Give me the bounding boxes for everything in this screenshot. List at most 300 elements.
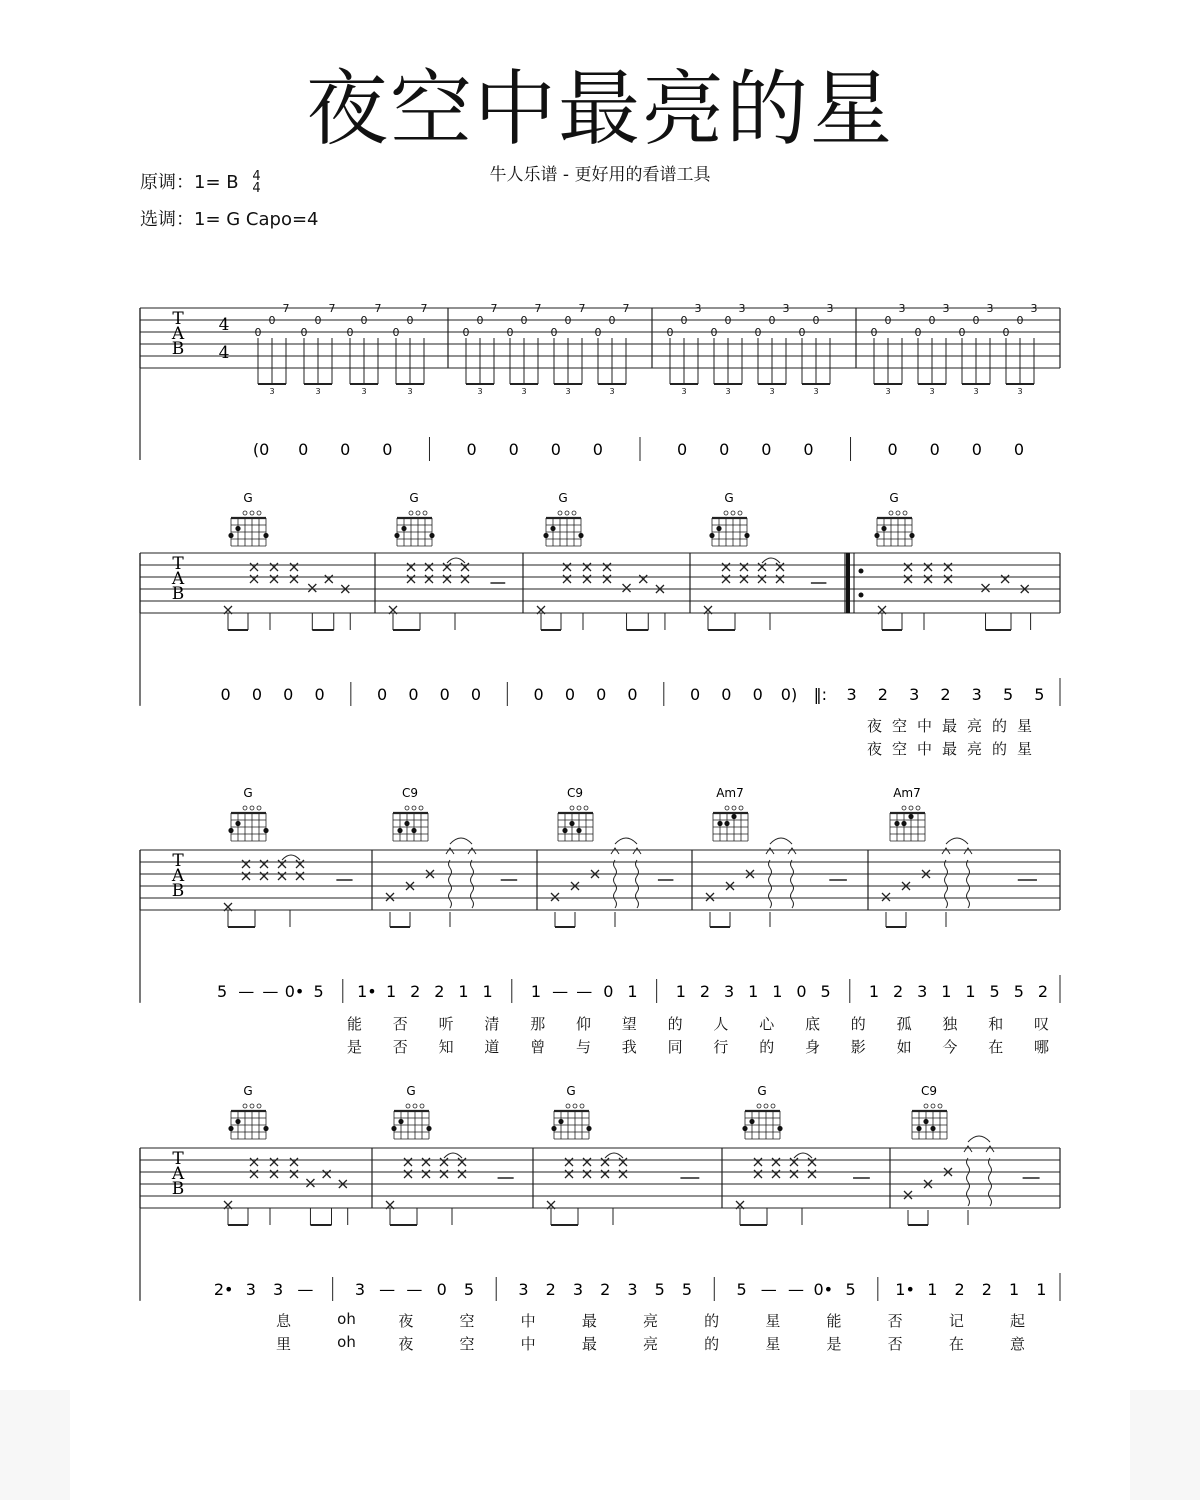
jianpu-note: 1 <box>1036 1280 1047 1299</box>
fret-number: 0 <box>608 314 616 327</box>
lyric-syllable: 亮 <box>643 1312 659 1330</box>
jianpu-note: 2 <box>954 1280 965 1299</box>
open-string-mark <box>903 511 907 515</box>
jianpu-note: 5 <box>1034 685 1045 704</box>
lyric-syllable: 最 <box>942 717 958 735</box>
finger-dot <box>391 1126 396 1131</box>
lyric-syllable: 仰 <box>576 1015 592 1033</box>
jianpu-note: 5 <box>1002 685 1014 704</box>
chord-diagram <box>394 491 434 546</box>
open-string-mark <box>250 1104 254 1108</box>
jianpu-note: 5 <box>313 982 324 1001</box>
strum-x <box>706 893 714 901</box>
strum-x <box>924 563 932 571</box>
rolled-chord <box>614 860 617 908</box>
finger-dot <box>709 533 714 538</box>
open-string-mark <box>584 806 588 810</box>
open-string-mark <box>257 511 261 515</box>
jianpu-note: 0 <box>796 982 807 1001</box>
finger-dot <box>263 1126 268 1131</box>
rolled-chord <box>636 860 639 908</box>
jianpu-note: 0 <box>251 685 263 704</box>
lyric-syllable: 中 <box>520 1335 536 1353</box>
chord-diagram <box>890 786 925 841</box>
lyric-syllable: 我 <box>621 1038 637 1056</box>
lyric-syllable: 起 <box>1010 1312 1026 1330</box>
lyric-syllable: 的 <box>992 740 1008 758</box>
fret-number: 3 <box>942 302 950 315</box>
jianpu-note: 5 <box>463 1280 475 1299</box>
strum-x <box>270 1170 278 1178</box>
original-key-label: 原调：1= B <box>140 172 239 193</box>
fret-number: 3 <box>986 302 994 315</box>
open-string-mark <box>771 1104 775 1108</box>
chord-name: G <box>558 491 568 505</box>
triplet-mark: 3 <box>973 387 979 396</box>
strum-x <box>242 872 250 880</box>
fret-number: 7 <box>374 302 382 315</box>
jianpu-note: — <box>576 982 593 1001</box>
jianpu-note: 0 <box>470 685 482 704</box>
lyric-syllable: 最 <box>942 740 958 758</box>
strum-x <box>440 1170 448 1178</box>
finger-dot <box>543 533 548 538</box>
scan-edge-left <box>0 1390 70 1500</box>
strum-x <box>422 1170 430 1178</box>
lyric-syllable: 清 <box>484 1015 500 1033</box>
triplet-mark: 3 <box>521 387 527 396</box>
arpeggio-arrow <box>986 1146 994 1152</box>
finger-dot <box>724 821 729 826</box>
finger-dot <box>411 828 416 833</box>
tab-clef-t: T <box>172 554 184 574</box>
jianpu-note: 2 <box>600 1280 611 1299</box>
scan-edge-right <box>1130 1390 1200 1500</box>
jianpu-note: 0 <box>689 685 701 704</box>
jianpu-note: 0 <box>677 440 688 459</box>
open-string-mark <box>566 1104 570 1108</box>
strum-x <box>290 575 298 583</box>
fret-number: 0 <box>754 326 762 339</box>
jianpu-line <box>217 979 1048 1003</box>
lyric-syllable: 今 <box>942 1038 958 1056</box>
strum-x <box>440 1158 448 1166</box>
strum-x <box>296 860 304 868</box>
fret-number: 3 <box>738 302 746 315</box>
jianpu-note: 3 <box>917 982 928 1001</box>
finger-dot <box>550 526 555 531</box>
lyric-syllable: 望 <box>621 1015 637 1033</box>
time-signature: 4 4 <box>252 169 261 196</box>
fret-number: 0 <box>564 314 572 327</box>
open-string-mark <box>409 511 413 515</box>
strum-x <box>250 563 258 571</box>
lyric-syllable: 记 <box>948 1312 964 1330</box>
jianpu-note: 2 <box>545 1280 556 1299</box>
jianpu-note: 0 <box>533 685 544 704</box>
strum-x <box>904 563 912 571</box>
triplet-mark: 3 <box>407 387 413 396</box>
jianpu-note: 2 <box>981 1280 992 1299</box>
strum-x <box>242 860 250 868</box>
open-string-mark <box>724 511 728 515</box>
jianpu-note: 5 <box>654 1280 665 1299</box>
finger-dot <box>749 1119 754 1124</box>
chord-name: G <box>406 1084 416 1098</box>
rolled-chord <box>769 860 772 908</box>
fret-number: 0 <box>594 326 602 339</box>
lyric-syllable: 的 <box>704 1312 720 1330</box>
finger-dot <box>562 828 567 833</box>
lyric-syllable: 知 <box>438 1038 454 1056</box>
lyric-syllable: 亮 <box>967 717 983 735</box>
jianpu-note: 0 <box>340 440 351 459</box>
jianpu-line <box>253 437 1024 461</box>
fret-number: 0 <box>666 326 674 339</box>
jianpu-line <box>221 682 1045 706</box>
tie-arc <box>447 558 465 563</box>
lyric-syllable: 和 <box>988 1015 1004 1033</box>
jianpu-note: 2• <box>213 1280 234 1299</box>
rolled-chord <box>989 1158 992 1206</box>
strum-x <box>722 575 730 583</box>
finger-dot <box>908 814 913 819</box>
triplet-mark: 3 <box>725 387 731 396</box>
strum-x <box>740 563 748 571</box>
lyric-syllable: 能 <box>347 1015 363 1033</box>
finger-dot <box>401 526 406 531</box>
jianpu-note: 2 <box>1037 982 1049 1001</box>
jianpu-note: 0 <box>564 685 576 704</box>
lyric-syllable: 叹 <box>1034 1015 1050 1033</box>
strum-x <box>458 1170 466 1178</box>
strum-x <box>603 563 611 571</box>
strum-x <box>563 563 571 571</box>
jianpu-note: 3 <box>354 1280 366 1299</box>
arpeggio-arrow <box>611 848 619 854</box>
lyric-syllable: 中 <box>917 717 933 735</box>
strum-x <box>422 1158 430 1166</box>
open-string-mark <box>764 1104 768 1108</box>
jianpu-note: 3 <box>273 1280 284 1299</box>
fret-number: 0 <box>550 326 558 339</box>
triplet-mark: 3 <box>609 387 615 396</box>
open-string-mark <box>902 806 906 810</box>
jianpu-note: 0 <box>761 440 772 459</box>
tie-arc <box>968 1136 990 1142</box>
open-string-mark <box>572 511 576 515</box>
jianpu-note: 0 <box>283 685 294 704</box>
jianpu-note: 5 <box>681 1280 693 1299</box>
fret-number: 0 <box>958 326 966 339</box>
jianpu-note: — <box>788 1280 805 1299</box>
strum-x <box>407 563 415 571</box>
chord-diagram <box>393 786 428 841</box>
open-string-mark <box>250 511 254 515</box>
strum-x <box>772 1158 780 1166</box>
strum-x <box>639 575 647 583</box>
fret-number: 7 <box>282 302 290 315</box>
chord-name: G <box>243 786 253 800</box>
tie-arc <box>762 558 780 563</box>
fret-number: 3 <box>826 302 834 315</box>
strum-x <box>270 575 278 583</box>
lyric-syllable: 空 <box>892 717 908 735</box>
open-string-mark <box>924 1104 928 1108</box>
finger-dot <box>228 533 233 538</box>
tab-clef-a: A <box>171 1164 185 1184</box>
tie-arc <box>450 838 472 844</box>
lyric-syllable: 星 <box>1017 717 1033 735</box>
open-string-mark <box>916 806 920 810</box>
strum-x <box>924 575 932 583</box>
chosen-key: 选调：1= G Capo=4 <box>140 209 319 230</box>
strum-x <box>904 1191 912 1199</box>
tie-arc <box>946 838 968 844</box>
strum-x <box>623 584 631 592</box>
tab-clef-t: T <box>172 309 184 329</box>
jianpu-note: 0 <box>377 685 388 704</box>
lyric-syllable: 否 <box>392 1015 408 1033</box>
jianpu-note: 3 <box>909 685 920 704</box>
finger-dot <box>404 821 409 826</box>
chord-name: Am7 <box>893 786 921 800</box>
song-title: 夜空中最亮的星 <box>305 62 894 157</box>
strum-x <box>808 1170 816 1178</box>
lyric-syllable: 星 <box>1017 740 1033 758</box>
strum-x <box>270 1158 278 1166</box>
open-string-mark <box>938 1104 942 1108</box>
open-string-mark <box>243 511 247 515</box>
jianpu-note: 1 <box>965 982 976 1001</box>
chord-diagram <box>551 1084 591 1139</box>
jianpu-note: 0 <box>436 1280 447 1299</box>
chord-diagram <box>391 1084 431 1139</box>
lyric-syllable: 的 <box>759 1038 775 1056</box>
tab-clef-a: A <box>171 324 185 344</box>
chord-name: G <box>243 1084 253 1098</box>
tab-clef-b: B <box>171 881 185 901</box>
open-string-mark <box>570 806 574 810</box>
strum-x <box>551 893 559 901</box>
jianpu-note: 0 <box>220 685 231 704</box>
jianpu-note: — <box>552 982 569 1001</box>
jianpu-note: 0 <box>971 440 982 459</box>
chord-diagram <box>558 786 593 841</box>
fret-number: 7 <box>578 302 586 315</box>
tie-arc <box>282 855 300 860</box>
lyric-syllable: 最 <box>581 1312 597 1330</box>
jianpu-note: — <box>297 1280 314 1299</box>
open-string-mark <box>558 511 562 515</box>
jianpu-note: 2 <box>434 982 445 1001</box>
rolled-chord <box>449 860 452 908</box>
chord-name: G <box>724 491 734 505</box>
open-string-mark <box>565 511 569 515</box>
strum-x <box>776 575 784 583</box>
chord-diagram <box>713 786 748 841</box>
jianpu-note: 1 <box>530 982 542 1001</box>
finger-dot <box>777 1126 782 1131</box>
finger-dot <box>894 821 899 826</box>
strum-x <box>306 1179 314 1187</box>
jianpu-note: 1 <box>941 982 952 1001</box>
lyric-syllable: 中 <box>520 1312 536 1330</box>
finger-dot <box>744 533 749 538</box>
jianpu-note: 3 <box>572 1280 584 1299</box>
tab-clef-b: B <box>171 584 185 604</box>
chord-name: Am7 <box>716 786 744 800</box>
arpeggio-arrow <box>942 848 950 854</box>
jianpu-note: 0 <box>627 685 638 704</box>
finger-dot <box>263 828 268 833</box>
jianpu-note: 0 <box>887 440 898 459</box>
finger-dot <box>235 821 240 826</box>
open-string-mark <box>250 806 254 810</box>
jianpu-note: 1• <box>357 982 377 1001</box>
finger-dot <box>569 821 574 826</box>
lyric-syllable: 与 <box>576 1038 592 1056</box>
lyric-syllable: 最 <box>581 1335 597 1353</box>
finger-dot <box>874 533 879 538</box>
strum-x <box>290 1158 298 1166</box>
chord-diagram <box>874 491 914 546</box>
lyric-syllable: 的 <box>850 1015 866 1033</box>
open-string-mark <box>420 1104 424 1108</box>
lyric-syllable: 在 <box>948 1335 964 1353</box>
fret-number: 0 <box>972 314 980 327</box>
jianpu-note: 1 <box>675 982 686 1001</box>
strum-x <box>619 1158 627 1166</box>
open-string-mark <box>739 806 743 810</box>
finger-dot <box>235 526 240 531</box>
strum-x <box>250 575 258 583</box>
finger-dot <box>426 1126 431 1131</box>
arpeggio-arrow <box>468 848 476 854</box>
jianpu-note: ‖: <box>813 685 827 704</box>
jianpu-note: 0 <box>408 685 419 704</box>
open-string-mark <box>725 806 729 810</box>
rolled-chord <box>967 860 970 908</box>
finger-dot <box>398 1119 403 1124</box>
triplet-mark: 3 <box>885 387 891 396</box>
open-string-mark <box>580 1104 584 1108</box>
rolled-chord <box>791 860 794 908</box>
fret-number: 0 <box>812 314 820 327</box>
strum-x <box>601 1170 609 1178</box>
open-string-mark <box>419 806 423 810</box>
open-string-mark <box>423 511 427 515</box>
jianpu-note: 0• <box>813 1280 834 1299</box>
fret-number: 3 <box>694 302 702 315</box>
triplet-mark: 3 <box>681 387 687 396</box>
fret-number: 0 <box>724 314 732 327</box>
jianpu-note: 3 <box>627 1280 638 1299</box>
tab-clef-a: A <box>171 569 185 589</box>
jianpu-note: 1 <box>458 982 469 1001</box>
open-string-mark <box>416 511 420 515</box>
chord-name: C9 <box>920 1084 938 1098</box>
strum-x <box>808 1158 816 1166</box>
lyric-syllable: oh <box>337 1333 356 1351</box>
time-sig-top: 4 <box>218 315 230 335</box>
open-string-mark <box>412 806 416 810</box>
lyric-syllable: 空 <box>459 1312 475 1330</box>
strum-x <box>461 563 469 571</box>
lyric-syllable: 在 <box>988 1038 1004 1056</box>
strum-x <box>565 1158 573 1166</box>
jianpu-note: 0 <box>314 685 325 704</box>
arpeggio-arrow <box>446 848 454 854</box>
jianpu-note: — <box>760 1280 777 1299</box>
tie-arc <box>615 838 637 844</box>
tie-arc <box>770 838 792 844</box>
lyric-syllable: 人 <box>713 1015 729 1033</box>
strum-x <box>308 584 316 592</box>
jianpu-note: 5 <box>1013 982 1024 1001</box>
fret-number: 0 <box>392 326 400 339</box>
triplet-mark: 3 <box>1017 387 1023 396</box>
jianpu-note: 3 <box>245 1280 256 1299</box>
finger-dot <box>394 533 399 538</box>
strum-x <box>722 563 730 571</box>
lyric-syllable: 底 <box>805 1015 821 1033</box>
lyric-syllable: 身 <box>805 1038 821 1056</box>
source-credit: 牛人乐谱 - 更好用的看谱工具 <box>489 165 711 185</box>
jianpu-note: 0 <box>298 440 309 459</box>
fret-number: 7 <box>622 302 630 315</box>
jianpu-note: 0 <box>719 440 730 459</box>
lyric-syllable: 的 <box>992 717 1008 735</box>
lyric-syllable: 空 <box>459 1335 475 1353</box>
fret-number: 0 <box>268 314 276 327</box>
lyric-syllable: 的 <box>667 1015 683 1033</box>
lyric-syllable: 独 <box>942 1015 958 1033</box>
lyric-syllable: 夜 <box>867 717 883 735</box>
strum-x <box>290 1170 298 1178</box>
fret-number: 0 <box>914 326 922 339</box>
jianpu-note: 0) <box>780 685 798 704</box>
lyric-syllable: 息 <box>276 1312 292 1330</box>
fret-number: 0 <box>462 326 470 339</box>
chord-name: C9 <box>566 786 584 800</box>
jianpu-note: 5 <box>820 982 831 1001</box>
strum-x <box>404 1158 412 1166</box>
strum-x <box>583 1158 591 1166</box>
arpeggio-arrow <box>766 848 774 854</box>
chord-name: G <box>889 491 899 505</box>
finger-dot <box>397 828 402 833</box>
fret-number: 0 <box>710 326 718 339</box>
jianpu-note: 0 <box>592 440 603 459</box>
open-string-mark <box>405 806 409 810</box>
triplet-mark: 3 <box>269 387 275 396</box>
lyric-syllable: 听 <box>438 1015 454 1033</box>
open-string-mark <box>738 511 742 515</box>
tie-arc <box>444 1153 462 1158</box>
jianpu-note: 0• <box>284 982 305 1001</box>
tab-clef-t: T <box>172 1149 184 1169</box>
fret-number: 0 <box>406 314 414 327</box>
open-string-mark <box>732 806 736 810</box>
fret-number: 0 <box>520 314 528 327</box>
strum-x <box>563 575 571 583</box>
lyric-syllable: 行 <box>713 1038 729 1056</box>
jianpu-note: 1 <box>772 982 783 1001</box>
jianpu-note: 2 <box>410 982 421 1001</box>
fret-number: 0 <box>314 314 322 327</box>
fret-number: 7 <box>534 302 542 315</box>
